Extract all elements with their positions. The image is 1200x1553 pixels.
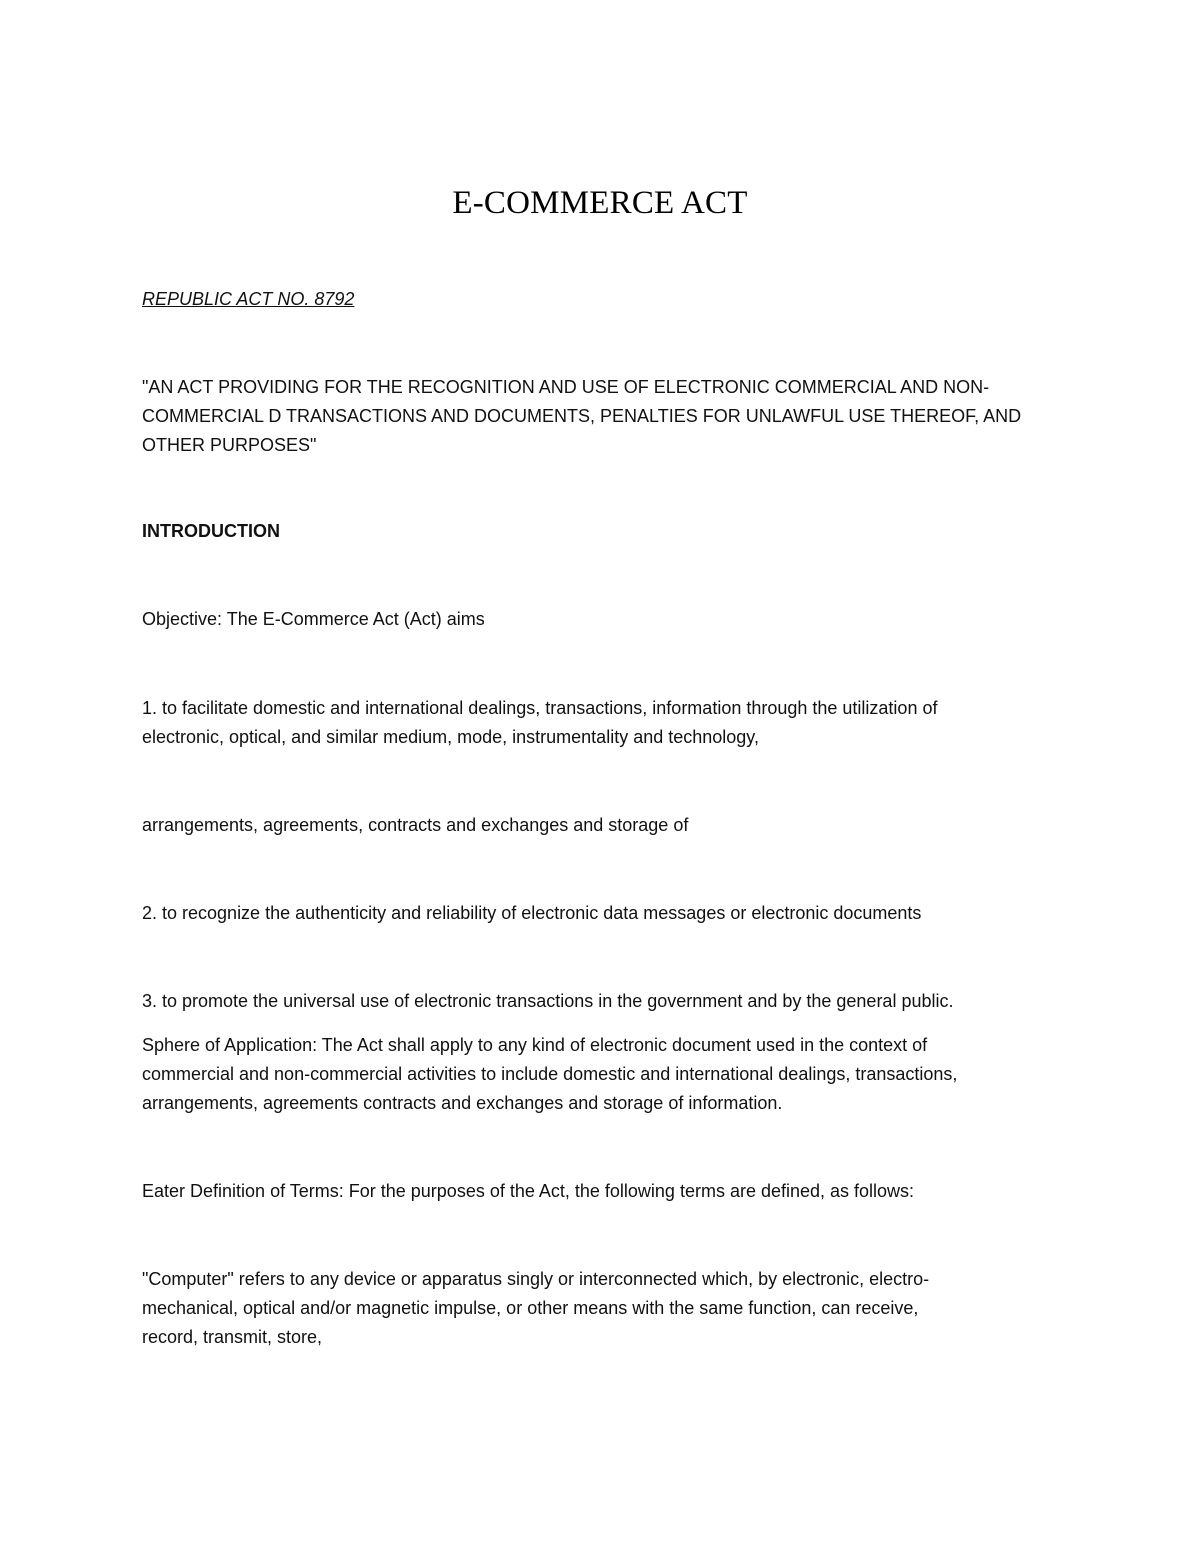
item-3-text: 3. to promote the universal use of electronic transactions in the government and by the general public. (142, 991, 954, 1011)
arrangements-text: arrangements, agreements, contracts and exchanges and storage of (142, 815, 689, 835)
item-1-line: electronic, optical, and similar medium, mode, instrumentality and technology, (142, 727, 759, 747)
computer-definition-line: record, transmit, store, (142, 1327, 323, 1347)
sphere-line: arrangements, agreements contracts and exchanges and storage of information. (142, 1093, 783, 1113)
item-2-text: 2. to recognize the authenticity and reliability of electronic data messages or electronic documents (142, 903, 922, 923)
objective-text: Objective: The E-Commerce Act (Act) aims (142, 609, 485, 629)
act-title-line: COMMERCIAL D TRANSACTIONS AND DOCUMENTS, PENALTIES FOR UNLAWFUL USE THEREOF, AND (142, 406, 1022, 426)
act-title-line: OTHER PURPOSES" (142, 435, 317, 455)
definition-text: Eater Definition of Terms: For the purposes of the Act, the following terms are defined, as follows: (142, 1181, 915, 1201)
document-title: E-COMMERCE ACT (452, 185, 748, 221)
act-title-line: "AN ACT PROVIDING FOR THE RECOGNITION AND USE OF ELECTRONIC COMMERCIAL AND NON- (142, 377, 990, 397)
introduction-heading: INTRODUCTION (142, 521, 280, 541)
republic-act-number: REPUBLIC ACT NO. 8792 (142, 289, 355, 309)
sphere-line: commercial and non-commercial activities to include domestic and international dealings, transactions, (142, 1064, 958, 1084)
computer-definition-line: "Computer" refers to any device or apparatus singly or interconnected which, by electronic, electro- (142, 1269, 930, 1289)
item-1-line: 1. to facilitate domestic and international dealings, transactions, information through the utilization of (142, 698, 938, 718)
sphere-line: Sphere of Application: The Act shall apply to any kind of electronic document used in the context of (142, 1035, 928, 1055)
computer-definition-line: mechanical, optical and/or magnetic impulse, or other means with the same function, can receive, (142, 1298, 919, 1318)
